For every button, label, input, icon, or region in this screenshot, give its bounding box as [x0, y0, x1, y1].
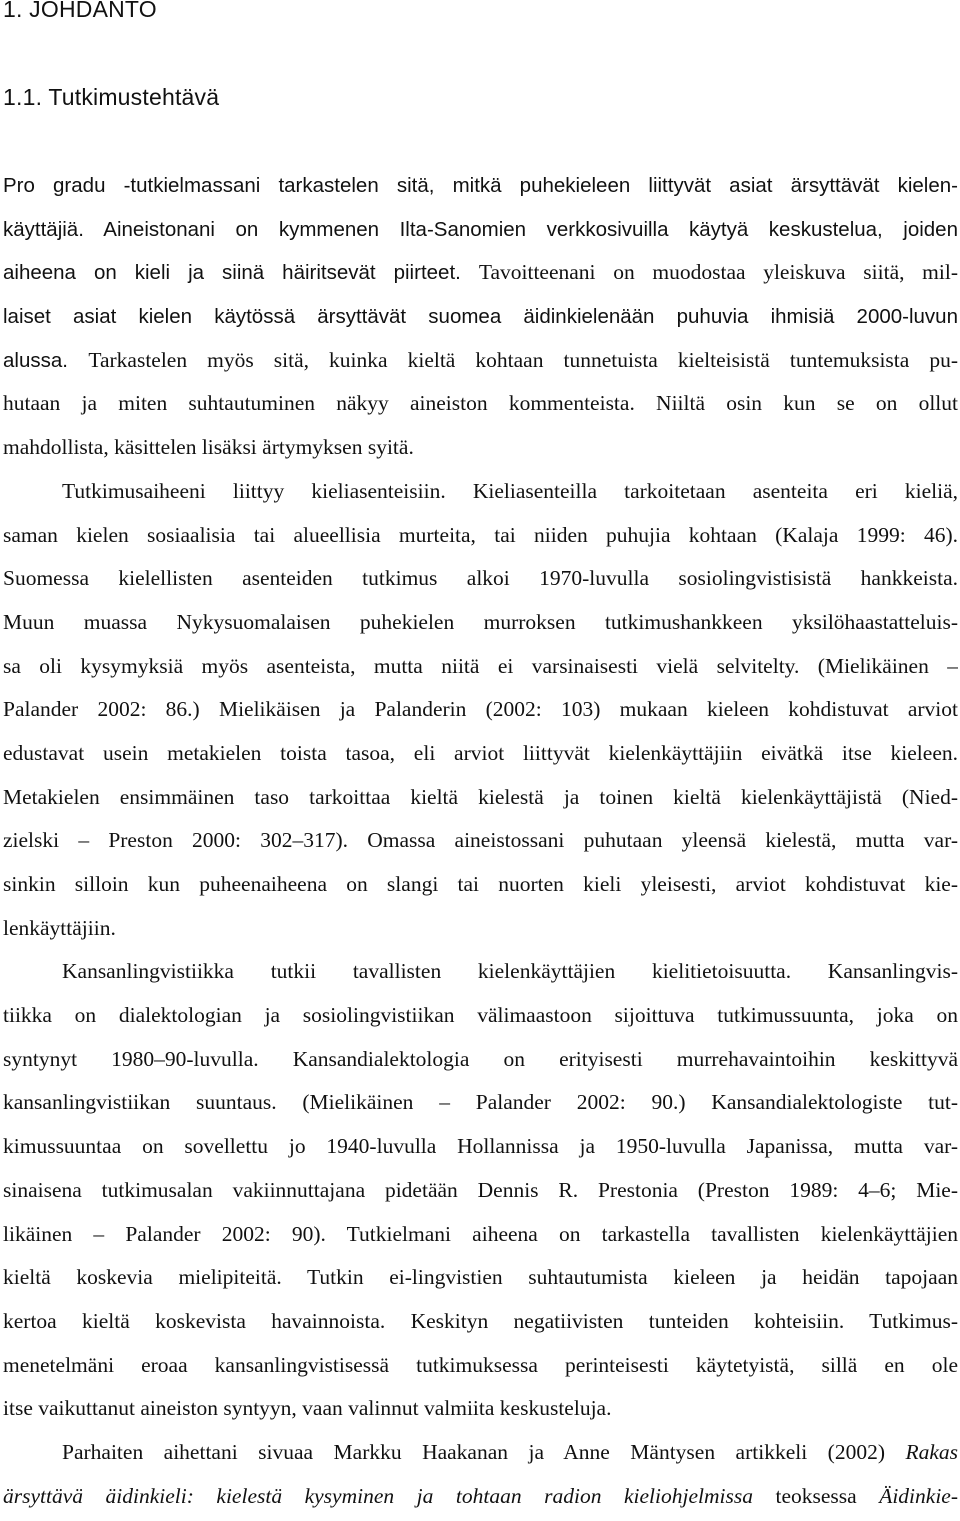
text-line: [3, 342, 958, 386]
text-line: sinaisena tutkimusalan vakiinnuttajana pidetään Dennis R. Prestonia (Preston 1989: 4–6; Mie-: [3, 1177, 958, 1202]
paragraph-start-line: Tutkimusaiheeni liittyy kieliasenteisiin. Kieliasenteilla tarkoitetaan asenteita eri kieliä,: [62, 478, 958, 503]
italic-title: Äidinkie-: [879, 1483, 958, 1508]
text-line: hutaan ja miten suhtautuminen näkyy aineiston kommenteista. Niiltä osin kun se on ollut: [3, 391, 958, 416]
text-line-content: Pro gradu -tutkielmassani tarkastelen sitä, mitkä puhekieleen liittyvät asiat ärsyttävät kielen-: [3, 174, 958, 197]
paragraph-start-line: [3, 1434, 958, 1478]
text-line: edustavat usein metakielen toista tasoa, eli arviot liittyvät kielenkäyttäjiin eivätkä itse kieleen.: [3, 740, 958, 765]
text-line: syntynyt 1980–90-luvulla. Kansandialektologia on erityisesti murrehavaintoihin keskittyvä: [3, 1046, 958, 1071]
text-line-content: Tarkastelen myös sitä, kuinka kieltä kohtaan tunnetuista kielteisistä tuntemuksista pu-: [88, 347, 958, 372]
text-line-content: laiset asiat kielen käytössä ärsyttävät suomea äidinkielenään puhuvia ihmisiä 2000-luvun: [3, 305, 958, 329]
text-line: kimussuuntaa on sovellettu jo 1940-luvulla Hollannissa ja 1950-luvulla Japanissa, mutta var-: [3, 1134, 958, 1159]
text-line: [3, 211, 958, 255]
italic-title: Rakas: [905, 1439, 958, 1464]
text-line: likäinen – Palander 2002: 90). Tutkielmani aiheena on tarkastella tavallisten kielenkäyttäjien: [3, 1221, 958, 1246]
text-line: Metakielen ensimmäinen taso tarkoittaa kieltä kielestä ja toinen kieltä kielenkäyttäjistä (Nied-: [3, 784, 958, 809]
text-line-content: Parhaiten aihettani sivuaa Markku Haakanan ja Anne Mäntysen artikkeli (2002): [62, 1439, 906, 1464]
text-line: kansanlingvistiikan suuntaus. (Mielikäinen – Palander 2002: 90.) Kansandialektologiste tut-: [3, 1090, 958, 1115]
text-line: [3, 1478, 958, 1521]
text-line: mahdollista, käsittelen lisäksi ärtymyksen syitä.: [3, 435, 414, 460]
text-line: lenkäyttäjiin.: [3, 915, 116, 940]
italic-title: ärsyttävä äidinkieli: kielestä kysyminen ja tohtaan radion kieliohjelmissa: [3, 1483, 753, 1508]
text-line: [3, 254, 958, 298]
text-line: [3, 167, 958, 211]
text-line-content: alussa.: [3, 348, 89, 372]
text-line: Suomessa kielellisten asenteiden tutkimus alkoi 1970-luvulla sosiolingvistisistä hankkeista.: [3, 566, 958, 591]
body-text: [3, 167, 958, 1521]
text-line: tiikka on dialektologian ja sosiolingvistiikan välimaastoon sijoittuva tutkimussuunta, joka on: [3, 1003, 958, 1028]
paragraph-start-line: Kansanlingvistiikka tutkii tavallisten kielenkäyttäjien kielitietoisuutta. Kansanlingvis-: [62, 959, 958, 984]
text-line: kertoa kieltä koskevista havainnoista. Keskityn negatiivisten tunteiden kohteisiin. Tutkimus-: [3, 1308, 958, 1333]
text-line: itse vaikuttanut aineiston syntyyn, vaan valinnut valmiita keskusteluja.: [3, 1396, 612, 1421]
text-line-content: käyttäjiä. Aineistonani on kymmenen Ilta-Sanomien verkkosivuilla käytyä keskustelua, joiden: [3, 217, 958, 241]
text-line-content: Tavoitteenani on muodostaa yleiskuva siitä, mil-: [478, 260, 958, 285]
text-line-content: teoksessa: [752, 1483, 880, 1508]
chapter-heading: 1. JOHDANTO: [3, 0, 157, 22]
text-line: zielski – Preston 2000: 302–317). Omassa aineistossani puhutaan yleensä kielestä, mutta var-: [3, 828, 958, 853]
text-line: saman kielen sosiaalisia tai alueellisia murteita, tai niiden puhujia kohtaan (Kalaja 1999: 46).: [3, 522, 958, 547]
text-line-content: aiheena on kieli ja siinä häiritsevät piirteet.: [3, 261, 479, 285]
section-heading: 1.1. Tutkimustehtävä: [3, 84, 220, 110]
text-line: Palander 2002: 86.) Mielikäisen ja Palanderin (2002: 103) mukaan kieleen kohdistuvat arviot: [3, 697, 958, 722]
text-line: Muun muassa Nykysuomalaisen puhekielen murroksen tutkimushankkeen yksilöhaastatteluis-: [3, 609, 958, 634]
text-line: kieltä koskevia mielipiteitä. Tutkin ei-lingvistien suhtautumista kieleen ja heidän tapojaan: [3, 1265, 958, 1290]
text-line: menetelmäni eroaa kansanlingvistisessä tutkimuksessa perinteisesti käytetyistä, sillä en ole: [3, 1352, 958, 1377]
text-line: sinkin silloin kun puheenaiheena on slangi tai nuorten kieli yleisesti, arviot kohdistuvat kie-: [3, 872, 958, 896]
text-line: sa oli kysymyksiä myös asenteista, mutta niitä ei varsinaisesti vielä selvitelty. (Mielikäinen –: [3, 653, 958, 678]
text-line: [3, 298, 958, 342]
